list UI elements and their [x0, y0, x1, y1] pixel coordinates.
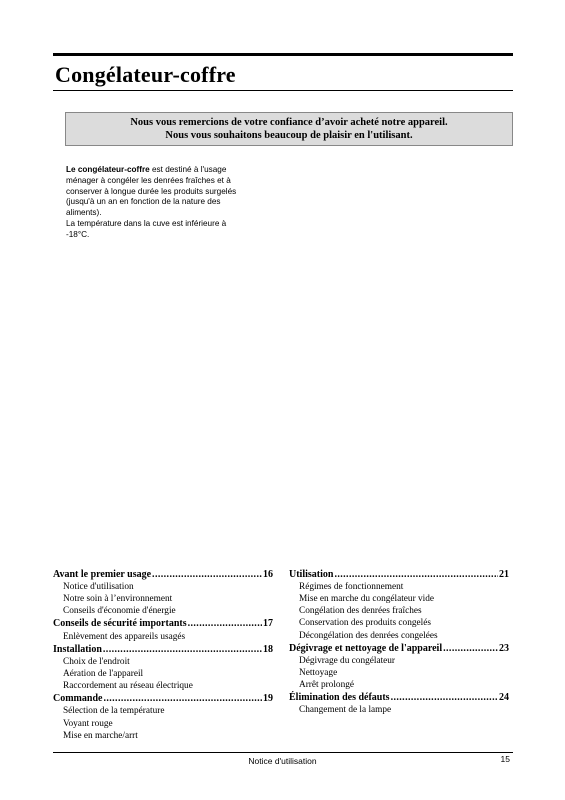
toc-subitem: Sélection de la température	[63, 706, 165, 717]
toc-section-label: Installation	[53, 643, 102, 655]
footer-rule	[53, 752, 513, 753]
toc-subitem: Changement de la lampe	[299, 705, 392, 716]
toc-left-column	[53, 568, 273, 742]
toc-leader-dots	[103, 643, 262, 656]
toc-leader-dots	[443, 642, 498, 655]
intro-line: aliments).	[66, 208, 102, 218]
toc-section	[53, 643, 273, 656]
toc-page-number: 24	[499, 692, 509, 704]
toc-section	[53, 568, 273, 581]
intro-bold: Le congélateur-coffre	[66, 165, 150, 174]
toc-subitem: Mise en marche du congélateur vide	[299, 594, 435, 605]
toc-section	[53, 617, 273, 630]
toc-subitem: Enlèvement des appareils usagés	[63, 631, 186, 642]
toc-section	[53, 692, 273, 705]
toc-subitem: Congélation des denrées fraîches	[299, 606, 422, 617]
toc-section-label: Commande	[53, 693, 103, 705]
toc-subitem: Raccordement au réseau électrique	[63, 681, 193, 692]
top-rule	[53, 53, 513, 56]
toc-subitem: Conseils d'économie d'énergie	[63, 606, 176, 617]
title-rule	[53, 90, 513, 91]
intro-paragraph	[66, 165, 276, 241]
toc-section	[289, 568, 509, 581]
page-title: Congélateur-coffre	[55, 62, 236, 87]
page-number: 15	[500, 754, 510, 764]
toc-page-number: 21	[499, 569, 509, 580]
toc-subitem: Mise en marche/arrt	[63, 730, 138, 741]
toc-section	[289, 691, 509, 704]
toc-subitem: Voyant rouge	[63, 718, 113, 729]
toc-page-number: 16	[263, 569, 273, 580]
toc-leader-dots	[152, 568, 262, 581]
toc-subitem: Notice d'utilisation	[63, 582, 134, 593]
toc-leader-dots	[334, 568, 498, 581]
intro-line: est destiné à l'usage	[149, 165, 227, 174]
toc-page-number: 23	[499, 642, 509, 654]
banner-line-1: Nous vous remercions de votre confiance d’avoir acheté notre appareil.	[130, 117, 448, 128]
toc-leader-dots	[188, 617, 262, 630]
toc-leader-dots	[391, 691, 498, 704]
toc-subitem: Arrêt prolongé	[299, 680, 354, 691]
toc-subitem: Régimes de fonctionnement	[299, 582, 404, 593]
toc-leader-dots	[103, 692, 262, 705]
intro-line: -18°C.	[66, 229, 90, 239]
toc-right-column	[289, 568, 509, 716]
banner-line-2: Nous vous souhaitons beaucoup de plaisir en l'utilisant.	[165, 130, 413, 141]
toc-subitem: Dégivrage du congélateur	[299, 655, 396, 666]
toc-section-label: Conseils de sécurité importants	[53, 618, 187, 630]
toc-section	[289, 642, 509, 655]
toc-section-label: Avant le premier usage	[53, 569, 152, 580]
footer-label: Notice d'utilisation	[248, 756, 317, 766]
toc-subitem: Nettoyage	[299, 667, 338, 678]
toc-section-label: Utilisation	[289, 569, 334, 580]
toc-subitem: Conservation des produits congelés	[299, 618, 431, 629]
toc-page-number: 17	[263, 618, 273, 630]
intro-line: ménager à congéler les denrées fraîches et à	[66, 175, 231, 185]
intro-line: La température dans la cuve est inférieure à	[66, 218, 227, 228]
toc-section-label: Élimination des défauts	[289, 692, 390, 704]
intro-line: (jusqu'à un an en fonction de la nature des	[66, 197, 221, 207]
toc-section-label: Dégivrage et nettoyage de l'appareil	[289, 642, 443, 654]
toc-page-number: 19	[263, 693, 273, 705]
toc-subitem: Notre soin à l’environnement	[63, 594, 173, 605]
toc-subitem: Aération de l'appareil	[63, 669, 144, 680]
toc-page-number: 18	[263, 643, 273, 655]
thank-you-banner	[65, 112, 513, 146]
toc-subitem: Choix de l'endroit	[63, 656, 130, 667]
toc-subitem: Décongélation des denrées congelées	[299, 630, 438, 641]
intro-line: conserver à longue durée les produits surgelés	[66, 186, 237, 196]
